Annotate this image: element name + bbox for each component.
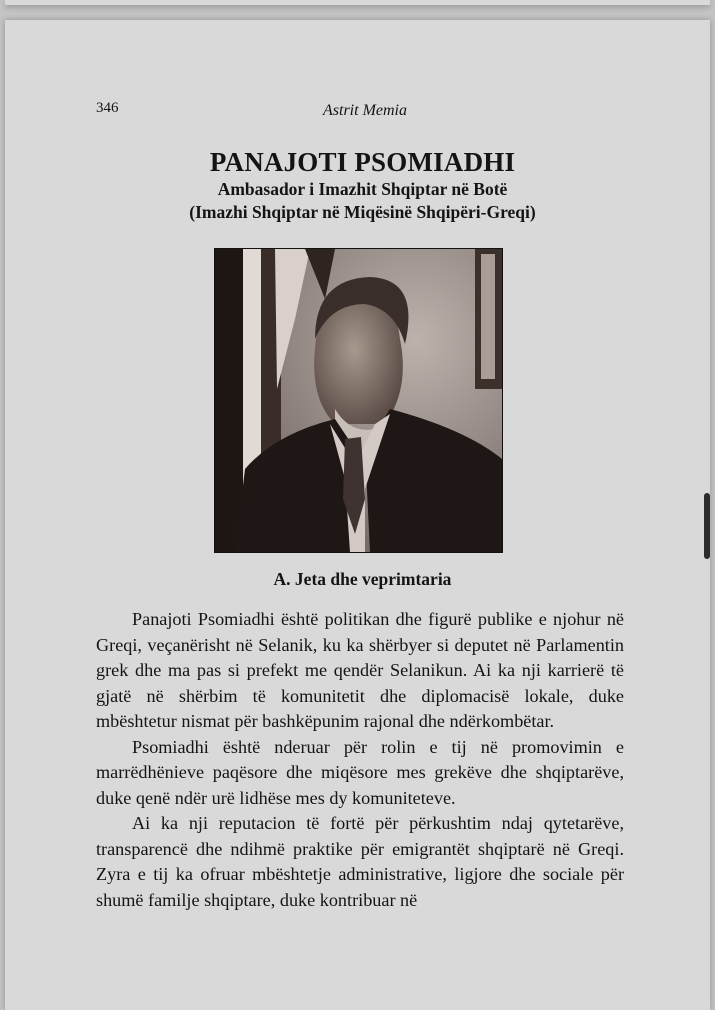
scrollbar-thumb[interactable] <box>704 493 710 559</box>
paragraph: Panajoti Psomiadhi është politikan dhe figurë publike e njohur në Greqi, veçanërisht në Selanik, ku ka shërbyer si deputet në Parlamentin grek dhe ma pas si prefekt me qendër Selanikun. Ai ka nji karrierë të gjatë në shërbim të komunitetit dhe diplomacisë lokale, duke mbështetur nismat për bashkëpunim rajonal dhe ndërkombëtar. <box>96 609 624 731</box>
running-header <box>5 100 710 120</box>
subtitle-line-2: (Imazhi Shqiptar në Miqësinë Shqipëri-Greqi) <box>189 202 536 222</box>
body-text <box>96 607 624 913</box>
document-page <box>5 20 710 1010</box>
title-block <box>5 146 710 224</box>
main-title: PANAJOTI PSOMIADHI <box>209 147 516 177</box>
running-title: Astrit Memia <box>323 102 407 119</box>
portrait-photo <box>214 248 503 553</box>
subtitle-line-1: Ambasador i Imazhit Shqiptar në Botë <box>217 179 508 199</box>
paragraph: Ai ka nji reputacion të fortë për përkushtim ndaj qytetarëve, transparencë dhe ndihmë praktike për emigrantët shqiptarë në Greqi. Zyra e tij ka ofruar mbështetje administrative, ligjore dhe sociale për shumë familje shqiptare, duke kontribuar në <box>96 813 624 910</box>
section-heading: A. Jeta dhe veprimtaria <box>273 569 452 589</box>
portrait-photo-icon <box>215 249 502 552</box>
previous-page-edge <box>5 0 710 5</box>
page-number: 346 <box>96 100 119 116</box>
paragraph: Psomiadhi është nderuar për rolin e tij në promovimin e marrëdhënieve paqësore dhe miqësore mes grekëve dhe shqiptarëve, duke qenë ndër urë lidhëse mes dy komuniteteve. <box>96 736 624 808</box>
